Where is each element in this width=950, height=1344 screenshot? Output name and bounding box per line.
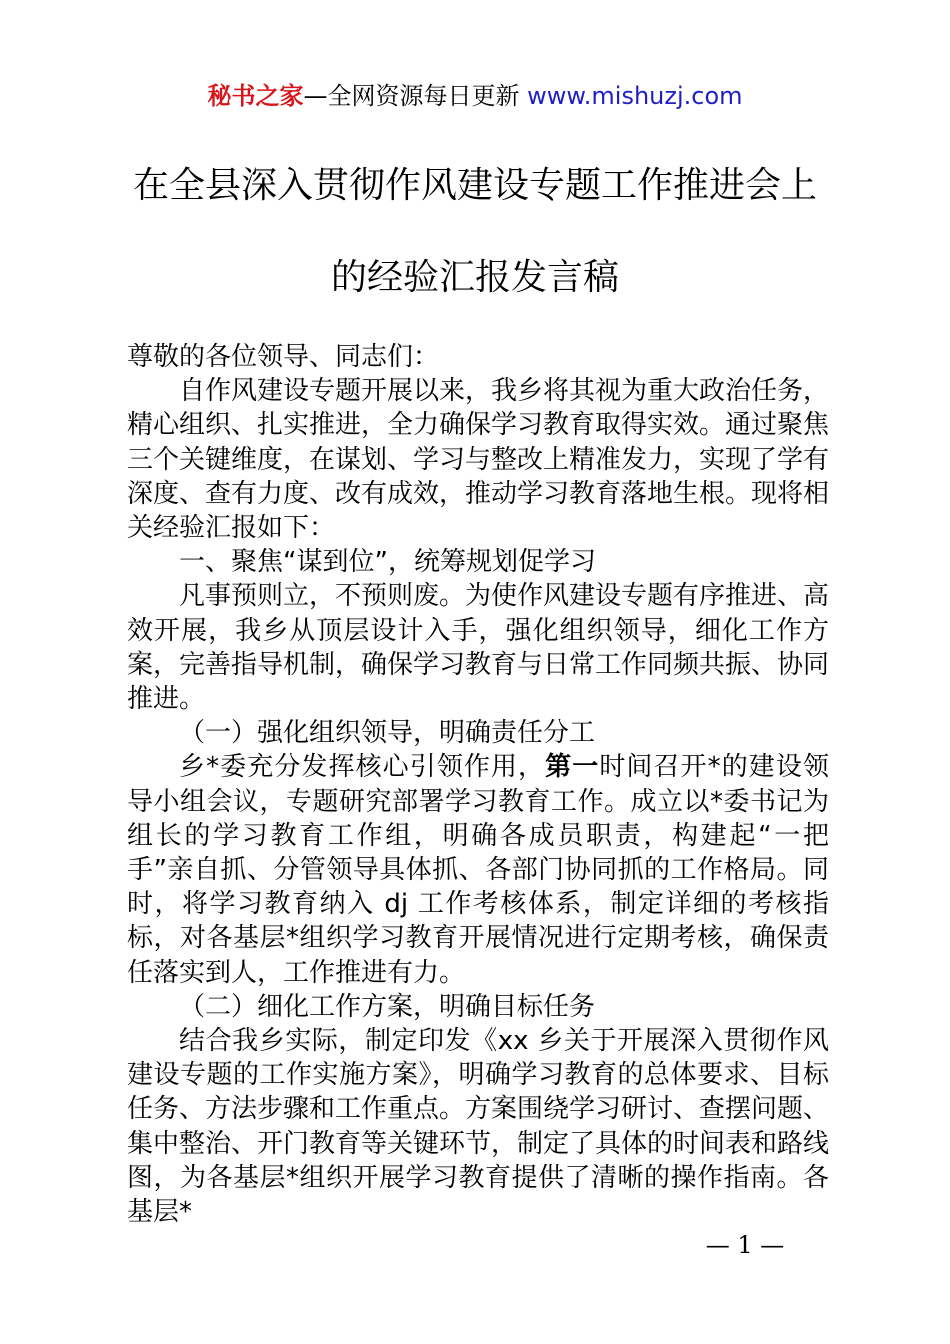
section-1-heading: 一、聚焦“谋到位”，统筹规划促学习 [179, 547, 596, 578]
subsection-1-text-b: 时间召开*的建设领导小组会议，专题研究部署学习教育工作。成立以*委书记为组长的学习教育工作组，明确各成员职责，构建起“一把手”亲自抓、分管领导具体抓、各部门协同抓的工作格局。同时，将学习教育纳入 dj 工作考核体系，制定详细的考核指标，对各基层*组织学习教育开展情况进行定期考核，确保责任落实到人，工作推进有力。 [127, 752, 829, 988]
header-slogan: —全网资源每日更新 [303, 82, 520, 110]
subsection-2-paragraph: 结合我乡实际，制定印发《xx 乡关于开展深入贯彻作风建设专题的工作实施方案》，明确学习教育的总体要求、目标任务、方法步骤和工作重点。方案围绕学习研讨、查摆问题、集中整治、开门教育等关键环节，制定了具体的时间表和路线图，为各基层*组织开展学习教育提供了清晰的操作指南。各基层* [127, 1026, 830, 1228]
subsection-1-bold-text: 第一 [545, 752, 600, 783]
subsection-1-paragraph [127, 750, 829, 989]
site-url[interactable]: www.mishuzj.com [527, 82, 743, 110]
subsection-1-heading: （一）强化组织领导，明确责任分工 [179, 718, 596, 749]
intro-paragraph: 自作风建设专题开展以来，我乡将其视为重大政治任务，精心组织、扎实推进，全力确保学习教育取得实效。通过聚焦三个关键维度，在谋划、学习与整改上精准发力，实现了学有深度、查有力度、改有成效，推动学习教育落地生根。现将相关经验汇报如下： [127, 376, 830, 544]
document-title-line-2: 的经验汇报发言稿 [330, 257, 619, 298]
salutation: 尊敬的各位领导、同志们： [127, 342, 440, 372]
subsection-2-heading: （二）细化工作方案，明确目标任务 [179, 991, 596, 1022]
subsection-1-text-a: 乡*委充分发挥核心引领作用， [179, 752, 546, 783]
document-title-line-1: 在全县深入贯彻作风建设专题工作推进会上 [132, 165, 817, 206]
brand-name: 秘书之家 [207, 82, 304, 110]
page-number: — 1 — [705, 1231, 785, 1259]
site-header [0, 80, 950, 112]
document-body [127, 340, 829, 1229]
section-1-paragraph: 凡事预则立，不预则废。为使作风建设专题有序推进、高效开展，我乡从顶层设计入手，强化组织领导，细化工作方案，完善指导机制，确保学习教育与日常工作同频共振、协同推进。 [127, 581, 830, 715]
